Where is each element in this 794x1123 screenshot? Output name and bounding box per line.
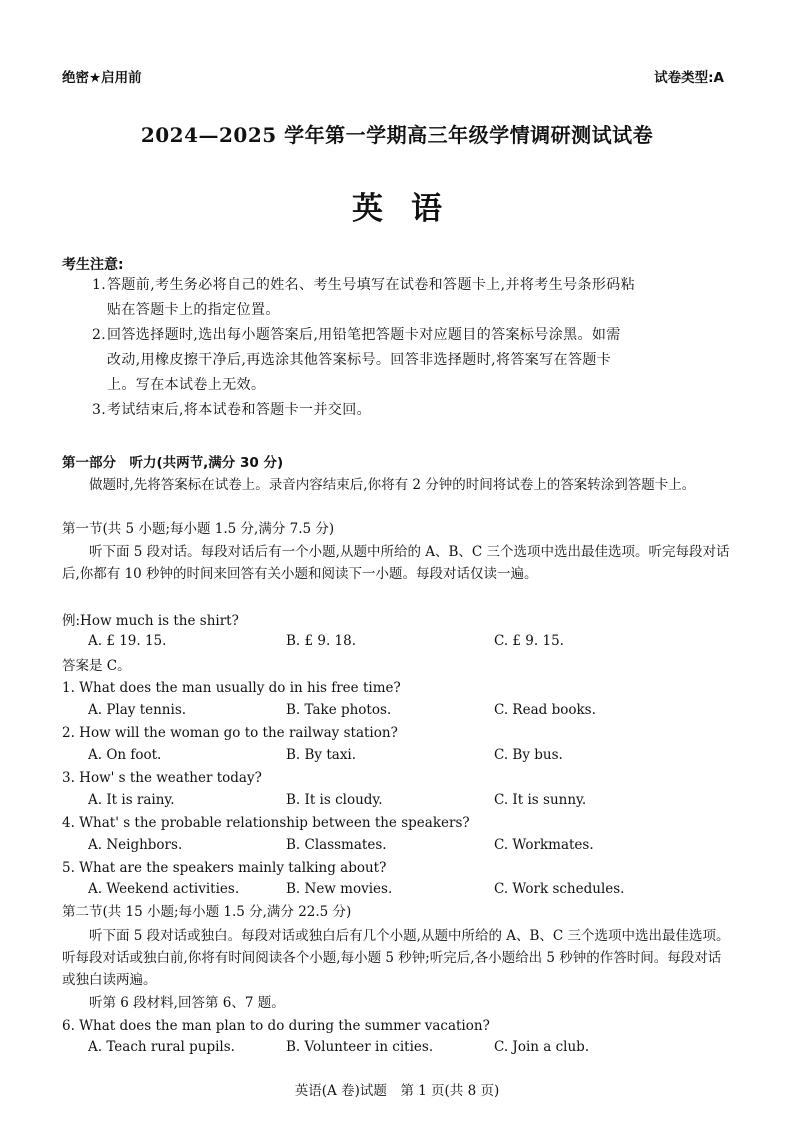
- option-c: C. It is sunny.: [494, 792, 587, 808]
- notice-heading: 考生注意:: [62, 257, 124, 273]
- confidential-label: 绝密★启用前: [62, 70, 142, 86]
- notice-item-1: [92, 273, 732, 323]
- question-5: 5. What are the speakers mainly talking about?: [62, 860, 387, 876]
- option-b: B. Take photos.: [286, 702, 392, 718]
- notice-text: 答题前,考生务必将自己的姓名、考生号填写在试卷和答题卡上,并将考生号条形码粘: [107, 277, 636, 293]
- example-option-b: B. £ 9. 18.: [286, 633, 357, 649]
- option-a: A. On foot.: [88, 747, 162, 763]
- option-b: B. It is cloudy.: [286, 792, 383, 808]
- option-b: B. New movies.: [286, 881, 393, 897]
- part1-intro: 做题时,先将答案标在试卷上。录音内容结束后,你将有 2 分钟的时间将试卷上的答案转涂到答题卡上。: [89, 477, 696, 493]
- option-a: A. Play tennis.: [88, 702, 187, 718]
- option-a: A. Neighbors.: [88, 837, 183, 853]
- option-c: C. Read books.: [494, 702, 596, 718]
- question-1: 1. What does the man usually do in his free time?: [62, 680, 401, 696]
- option-a: A. Weekend activities.: [88, 881, 240, 897]
- section2-intro: 听下面 5 段对话或独白。每段对话或独白后有几个小题,从题中所给的 A、B、C 三个选项中选出最佳选项。听每段对话或独白前,你将有时间阅读各个小题,每小题 5 秒钟;听完后,各小题给出 5 秒钟的作答时间。每段对话或独白读两遍。: [62, 928, 730, 988]
- option-a: A. It is rainy.: [88, 792, 175, 808]
- paper-type-label: 试卷类型:A: [654, 70, 724, 86]
- notice-text: 贴在答题卡上的指定位置。: [107, 302, 280, 318]
- example-answer: 答案是 C。: [62, 658, 131, 674]
- example-option-c: C. £ 9. 15.: [494, 633, 564, 649]
- section2-heading: 第二节(共 15 小题;每小题 1.5 分,满分 22.5 分): [62, 904, 352, 920]
- question-2: 2. How will the woman go to the railway station?: [62, 725, 398, 741]
- part1-heading: 第一部分 听力(共两节,满分 30 分): [62, 455, 284, 471]
- example-option-a: A. £ 19. 15.: [88, 633, 167, 649]
- section1-intro: 听下面 5 段对话。每段对话后有一个小题,从题中所给的 A、B、C 三个选项中选出最佳选项。听完每段对话后,你都有 10 秒钟的时间来回答有关小题和阅读下一小题。每段对话仅读一遍。: [62, 544, 730, 582]
- notice-text: 改动,用橡皮擦干净后,再选涂其他答案标号。回答非选择题时,将答案写在答题卡: [107, 352, 612, 368]
- question-3: 3. How' s the weather today?: [62, 770, 262, 786]
- question-6: 6. What does the man plan to do during the summer vacation?: [62, 1018, 490, 1034]
- option-c: C. Join a club.: [494, 1039, 590, 1055]
- option-c: C. Work schedules.: [494, 881, 625, 897]
- option-c: C. Workmates.: [494, 837, 594, 853]
- option-c: C. By bus.: [494, 747, 563, 763]
- option-b: B. Volunteer in cities.: [286, 1039, 434, 1055]
- section1-heading: 第一节(共 5 小题;每小题 1.5 分,满分 7.5 分): [62, 521, 335, 537]
- subject-title: 英语: [352, 191, 470, 227]
- exam-title: 2024—2025 学年第一学期高三年级学情调研测试试卷: [140, 123, 654, 147]
- notice-item-3: [92, 398, 732, 423]
- example-question: 例:How much is the shirt?: [62, 613, 239, 629]
- page-footer: 英语(A 卷)试题 第 1 页(共 8 页): [294, 1083, 500, 1099]
- notice-num: 1.: [92, 277, 107, 293]
- notice-text: 回答选择题时,选出每小题答案后,用铅笔把答题卡对应题目的答案标号涂黑。如需: [107, 327, 621, 343]
- option-b: B. By taxi.: [286, 747, 357, 763]
- material-instruction: 听第 6 段材料,回答第 6、7 题。: [89, 995, 285, 1011]
- notice-num: 2.: [92, 327, 107, 343]
- notice-num: 3.: [92, 402, 107, 418]
- notice-text: 上。写在本试卷上无效。: [107, 377, 266, 393]
- question-4: 4. What' s the probable relationship between the speakers?: [62, 815, 470, 831]
- notice-item-2: [92, 323, 732, 398]
- option-b: B. Classmates.: [286, 837, 387, 853]
- notice-text: 考试结束后,将本试卷和答题卡一并交回。: [107, 402, 372, 418]
- option-a: A. Teach rural pupils.: [88, 1039, 235, 1055]
